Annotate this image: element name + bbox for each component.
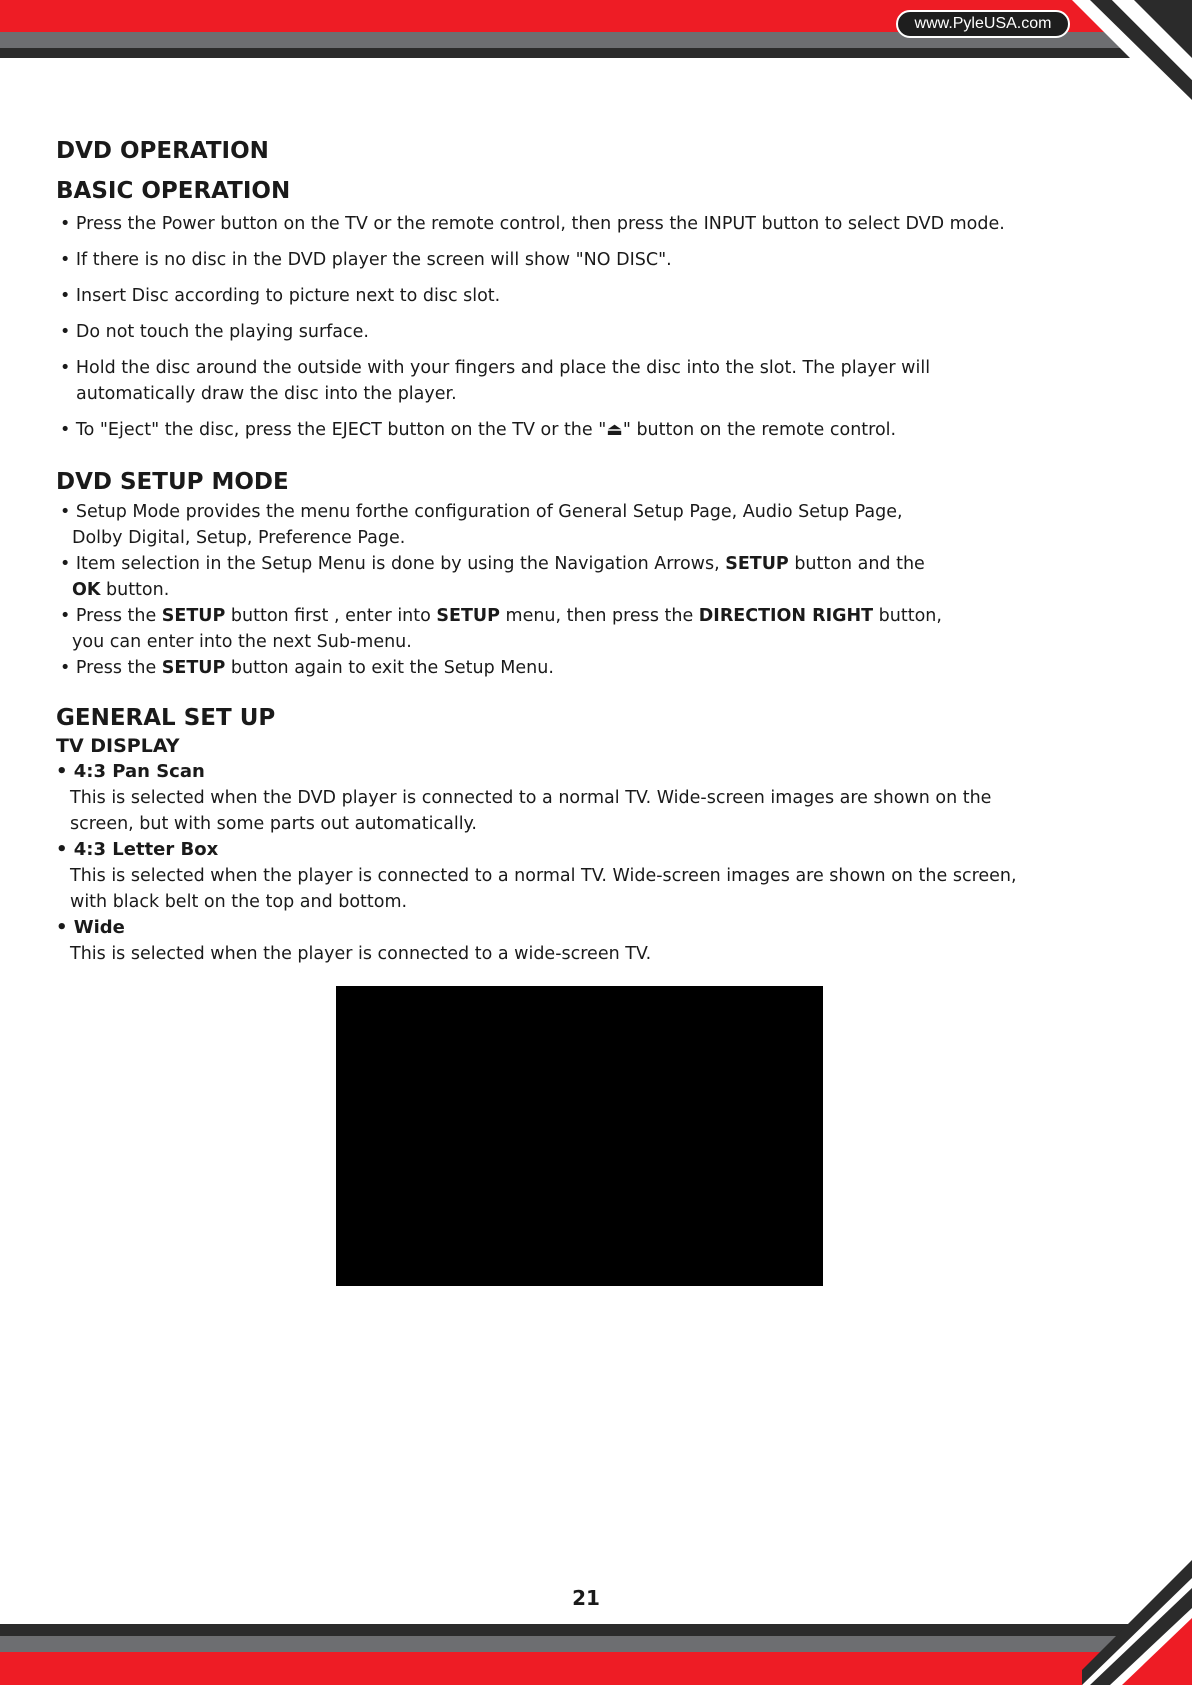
page-content [56,131,1146,967]
setup-bullet-3-text-d: button, [873,606,942,626]
basic-op-bullet-5-line2: automatically draw the disc into the player. [76,384,457,404]
setup-bullet-3-line2: you can enter into the next Sub-menu. [72,632,412,652]
setup-bullet-3-text-c: menu, then press the [499,606,699,626]
letter-box-description-line1: This is selected when the player is connected to a normal TV. Wide-screen images are shown on the screen, [70,866,1017,886]
footer-red-band [0,1652,1192,1685]
basic-op-bullet-5 [56,355,1146,407]
setup-bullet-3-text-b: button first , enter into [225,606,437,626]
footer-gray-band [0,1636,1192,1652]
setup-bullet-4-text-b: button again to exit the Setup Menu. [225,658,554,678]
wide-description-line1: This is selected when the player is connected to a wide-screen TV. [70,944,652,964]
setup-bullet-2-text-c: button. [100,580,170,600]
setup-bullet-4 [56,655,1146,681]
basic-op-bullet-6-part2: " button on the remote control. [622,420,897,440]
setup-bullet-4-text-a: • Press the [60,658,162,678]
setup-bullet-2 [56,551,1146,603]
pan-scan-description-line1: This is selected when the DVD player is connected to a normal TV. Wide-screen images are shown on the [70,788,992,808]
website-url-badge[interactable]: www.PyleUSA.com [896,10,1070,38]
section-title-dvd-operation: DVD OPERATION [56,138,269,164]
header-corner-decoration [1072,0,1192,120]
section-title-basic-operation: BASIC OPERATION [56,178,291,204]
setup-bullet-1-line2: Dolby Digital, Setup, Preference Page. [72,528,406,548]
setup-bullet-1-line1: • Setup Mode provides the menu forthe configuration of General Setup Page, Audio Setup Page, [60,502,903,522]
footer-dark-band [0,1624,1192,1636]
page-number: 21 [572,1586,600,1610]
setup-bullet-3-bold-setup-2: SETUP [436,606,500,626]
basic-op-bullet-6-part1: • To "Eject" the disc, press the EJECT button on the TV or the " [60,420,607,440]
eject-icon: ⏏ [606,420,623,440]
basic-op-bullet-6 [56,417,1146,443]
footer-corner-decoration [1082,1560,1192,1685]
pan-scan-description-line2: screen, but with some parts out automatically. [70,814,477,834]
setup-bullet-3-bold-setup-1: SETUP [161,606,226,626]
section-title-general-set-up: GENERAL SET UP [56,705,276,731]
basic-op-bullet-5-line1: • Hold the disc around the outside with your fingers and place the disc into the slot. The player will [60,358,931,378]
setup-bullet-2-bold-setup: SETUP [725,554,789,574]
header-dark-band [0,48,1192,58]
setup-bullet-4-bold-setup: SETUP [161,658,226,678]
letter-box-description-line2: with black belt on the top and bottom. [70,892,408,912]
tv-display-illustration [336,986,823,1286]
subsection-title-tv-display: TV DISPLAY [56,735,180,757]
basic-op-bullet-4: • Do not touch the playing surface. [60,322,369,342]
basic-op-bullet-1: • Press the Power button on the TV or the remote control, then press the INPUT button to select DVD mode. [60,214,1005,234]
setup-bullet-2-text-a: • Item selection in the Setup Menu is done by using the Navigation Arrows, [60,554,726,574]
setup-bullet-3-text-a: • Press the [60,606,162,626]
basic-op-bullet-2: • If there is no disc in the DVD player the screen will show "NO DISC". [60,250,672,270]
tv-display-option-letter-box: • 4:3 Letter Box [56,839,219,860]
setup-bullet-3 [56,603,1146,655]
setup-bullet-2-text-b: button and the [788,554,925,574]
basic-op-bullet-3: • Insert Disc according to picture next to disc slot. [60,286,501,306]
tv-display-option-wide: • Wide [56,917,125,938]
setup-bullet-1 [56,499,1146,551]
setup-bullet-2-bold-ok: OK [72,580,101,600]
tv-display-option-pan-scan: • 4:3 Pan Scan [56,761,205,782]
section-title-dvd-setup-mode: DVD SETUP MODE [56,469,289,495]
setup-bullet-3-bold-direction-right: DIRECTION RIGHT [698,606,874,626]
